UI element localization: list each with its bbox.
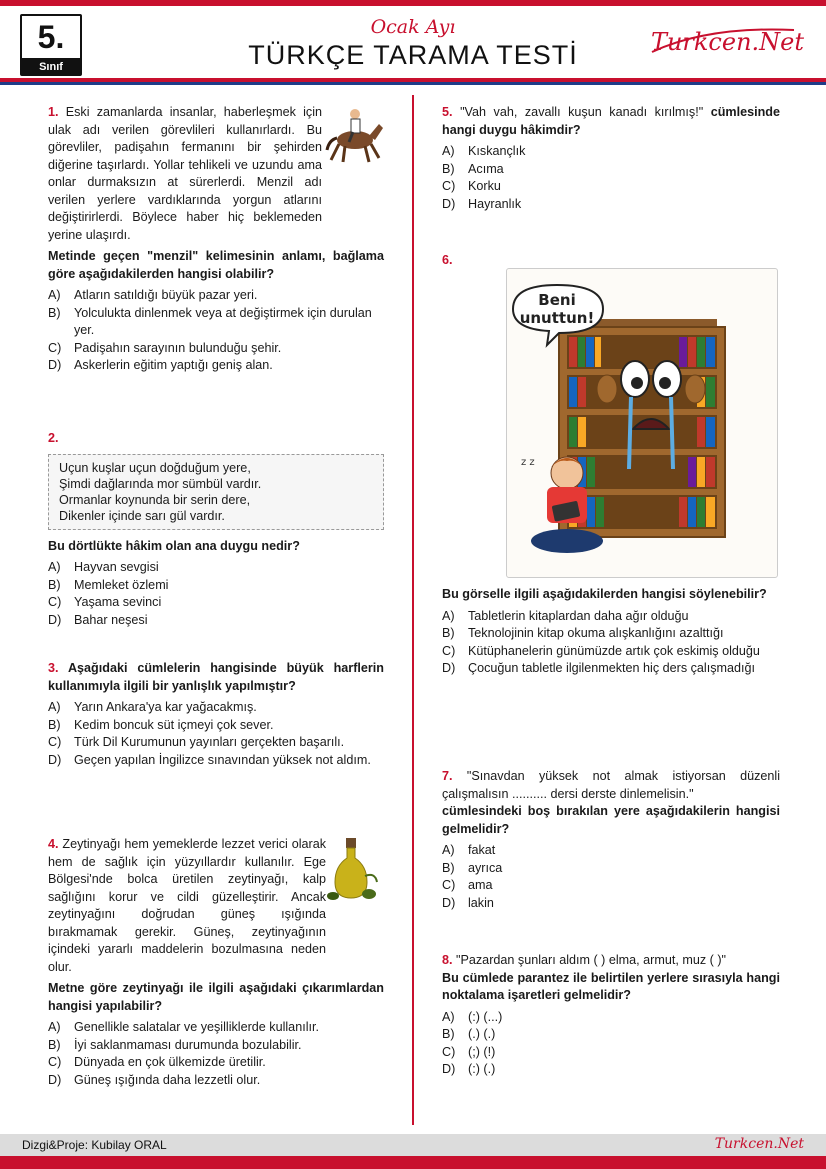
footer-border	[0, 1156, 826, 1169]
page-title: TÜRKÇE TARAMA TESTİ	[248, 40, 578, 70]
poem-line: Şimdi dağlarında mor sümbül vardır.	[59, 476, 262, 491]
grade-label: Sınıf	[22, 58, 80, 76]
option-b[interactable]: B) Teknolojinin kitap okuma alışkanlığını azalttığı	[442, 626, 724, 640]
option-c[interactable]: C) Yaşama sevinci	[48, 595, 162, 609]
option-c[interactable]: C) Padişahın sarayının bulunduğu şehir.	[48, 340, 282, 355]
question-number: 8.	[442, 953, 453, 967]
options	[442, 608, 780, 678]
option-d[interactable]: D) (:) (.)	[442, 1062, 496, 1076]
options	[442, 143, 780, 213]
option-d[interactable]: D) Geçen yapılan İngilizce sınavından yüksek not aldım.	[48, 752, 371, 767]
speech-bubble-line-1: Beni	[538, 291, 576, 309]
page-subtitle: Ocak Ayı	[370, 16, 456, 38]
question-text: "Pazardan şunları aldım ( ) elma, armut, muz ( )"	[456, 953, 727, 967]
option-a[interactable]: A) fakat	[442, 843, 496, 857]
crying-bookshelf-icon	[507, 269, 778, 578]
option-c[interactable]: C) (;) (!)	[442, 1044, 496, 1059]
option-b[interactable]: B) Yolculukta dinlenmek veya at değiştirmek için durulan yer.	[48, 305, 372, 337]
option-b[interactable]: B) İyi saklanmaması durumunda bozulabilir.	[48, 1037, 302, 1052]
question-number: 4.	[48, 837, 59, 851]
option-d[interactable]: D) lakin	[442, 895, 494, 910]
footer-credit: Dizgi&Proje: Kubilay ORAL	[22, 1138, 167, 1152]
option-c[interactable]: C) Dünyada en çok ülkemizde üretilir.	[48, 1055, 266, 1069]
question-2	[48, 430, 384, 629]
grade-number: 5.	[37, 19, 65, 55]
option-b[interactable]: B) Acıma	[442, 161, 504, 176]
option-c[interactable]: C) Türk Dil Kurumunun yayınları gerçekten başarılı.	[48, 735, 345, 749]
question-6-number	[442, 252, 780, 270]
question-6	[442, 586, 780, 678]
poem-line: Uçun kuşlar uçun doğduğum yere,	[59, 460, 251, 475]
poem-box	[48, 454, 384, 530]
question-5	[442, 104, 780, 213]
poem-line: Ormanlar koynunda bir serin dere,	[59, 492, 251, 507]
option-b[interactable]: B) Kedim boncuk süt içmeyi çok sever.	[48, 717, 274, 732]
brand-logo: Turkcen.Net	[650, 28, 804, 56]
option-c[interactable]: C) ama	[442, 878, 493, 892]
question-stem: Aşağıdaki cümlelerin hangisinde büyük harflerin kullanımıyla ilgili bir yanlışlık yapılmıştır?	[48, 661, 384, 693]
question-text: "Sınavdan yüksek not almak istiyorsan düzenli çalışmalısın .......... dersi derste dinlemelisin."	[442, 769, 781, 801]
option-d[interactable]: D) Güneş ışığında daha lezzetli olur.	[48, 1072, 261, 1087]
question-stem: cümlesinde hangi duygu hâkimdir?	[442, 105, 781, 137]
question-7	[442, 768, 780, 912]
options	[48, 287, 384, 375]
question-stem: Metne göre zeytinyağı ile ilgili aşağıdaki çıkarımlardan hangisi yapılabilir?	[48, 981, 384, 1013]
question-text: Zeytinyağı hem yemeklerde lezzet verici olarak hem de sağlık için yüzyıllardır kullanılır. Ege Bölgesi'nde bolca üretilen zeytinyağı, kalp sağlığını korur ve cildi güzelleştirir. Ancak zeytinyağını doğrudan güneş ışığında bırakmamak gerekir. Güneş, zeytinyağının içindeki yararlı maddelerin bozulmasına neden olur.	[48, 837, 327, 974]
bookshelf-illustration	[506, 268, 778, 578]
question-8	[442, 952, 780, 1079]
option-d[interactable]: D) Bahar neşesi	[48, 612, 148, 627]
option-b[interactable]: B) Memleket özlemi	[48, 577, 169, 592]
top-border	[0, 0, 826, 6]
option-c[interactable]: C) Kütüphanelerin günümüzde artık çok eskimiş olduğu	[442, 643, 760, 658]
options	[442, 842, 780, 912]
question-stem: Metinde geçen "menzil" kelimesinin anlamı, bağlama göre aşağıdakilerden hangisi olabilir?	[48, 249, 384, 281]
question-number: 1.	[48, 105, 59, 119]
question-stem: Bu görselle ilgili aşağıdakilerden hangisi söylenebilir?	[442, 587, 767, 601]
poem-line: Dikenler içinde sarı gül vardır.	[59, 508, 225, 523]
option-d[interactable]: D) Askerlerin eğitim yaptığı geniş alan.	[48, 358, 273, 372]
option-a[interactable]: A) Atların satıldığı büyük pazar yeri.	[48, 288, 258, 302]
question-stem: Bu dörtlükte hâkim olan ana duygu nedir?	[48, 538, 300, 553]
option-c[interactable]: C) Korku	[442, 179, 501, 193]
option-a[interactable]: A) Yarın Ankara'ya kar yağacakmış.	[48, 700, 257, 714]
question-stem: cümlesindeki boş bırakılan yere aşağıdakilerin hangisi gelmelidir?	[442, 804, 780, 836]
option-b[interactable]: B) (.) (.)	[442, 1027, 496, 1041]
option-a[interactable]: A) Genellikle salatalar ve yeşilliklerde kullanılır.	[48, 1020, 319, 1034]
column-divider	[412, 95, 414, 1125]
question-number: 3.	[48, 661, 59, 675]
question-number: 7.	[442, 769, 453, 783]
question-number: 5.	[442, 105, 453, 119]
header-divider-blue	[0, 82, 826, 85]
options	[442, 1009, 780, 1079]
speech-bubble-line-2: unuttun!	[519, 309, 595, 327]
question-stem: Bu cümlede parantez ile belirtilen yerlere sırasıyla hangi noktalama işaretleri gelmelidir?	[442, 970, 780, 1002]
option-a[interactable]: A) Tabletlerin kitaplardan daha ağır olduğu	[442, 608, 689, 623]
olive-oil-bottle-icon	[325, 836, 380, 906]
footer-logo: Turkcen.Net	[714, 1136, 804, 1152]
options	[48, 699, 384, 769]
svg-text:z z: z z	[521, 457, 535, 468]
option-a[interactable]: A) Kıskançlık	[442, 144, 526, 158]
option-b[interactable]: B) ayrıca	[442, 860, 503, 875]
options	[48, 1019, 384, 1089]
question-3	[48, 660, 384, 769]
option-d[interactable]: D) Çocuğun tabletle ilgilenmekten hiç ders çalışmadığı	[442, 661, 756, 675]
option-a[interactable]: A) (:) (...)	[442, 1009, 503, 1024]
horse-rider-icon	[325, 104, 385, 166]
options	[48, 559, 384, 629]
question-number: 6.	[442, 253, 453, 267]
option-d[interactable]: D) Hayranlık	[442, 196, 522, 211]
option-a[interactable]: A) Hayvan sevgisi	[48, 560, 159, 574]
question-text: Eski zamanlarda insanlar, haberleşmek için ulak adı verilen görevlileri kullanırlardı. Bu görevliler, padişahın fermanını bir şehirden diğerine taşırlardı. Yollar tehlikeli ve uzundu ama onlar durmaksızın at sürerlerdi. Menzil adı verilen yerlere vardıklarında yorgun atlarını değiştirirlerdi. Böylece haber hiç beklemeden yerine ulaşırdı.	[48, 105, 323, 242]
question-text: "Vah vah, zavallı kuşun kanadı kırılmış!"	[460, 105, 704, 119]
question-number: 2.	[48, 431, 59, 445]
